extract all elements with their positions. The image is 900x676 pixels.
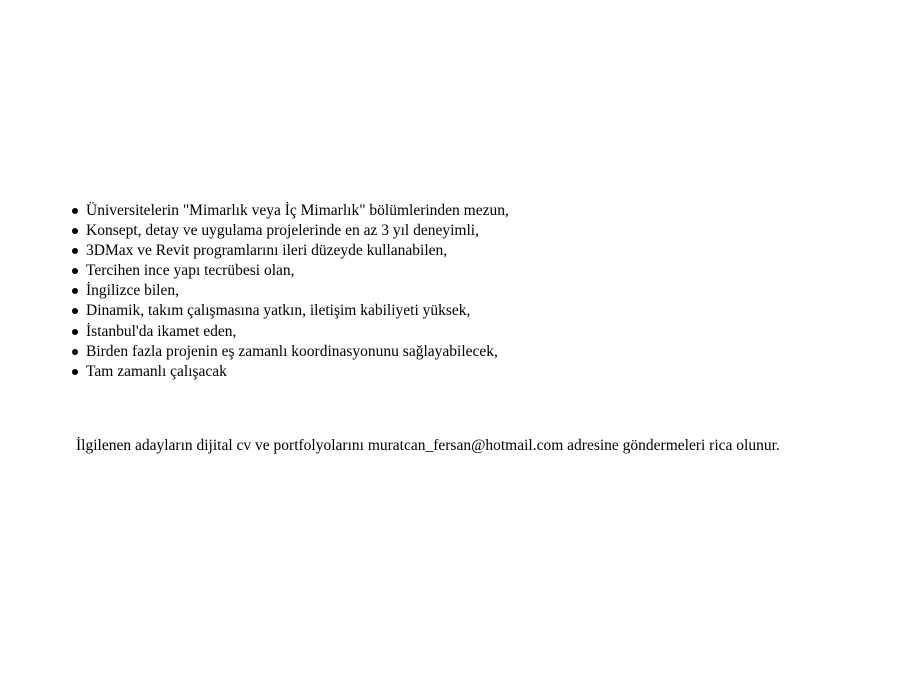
bullet-icon — [72, 208, 78, 214]
requirement-text: Konsept, detay ve uygulama projelerinde en az 3 yıl deneyimli, — [86, 222, 479, 240]
requirements-list — [70, 201, 509, 382]
requirement-item — [70, 322, 509, 342]
bullet-icon — [72, 308, 78, 314]
contact-note: İlgilenen adayların dijital cv ve portfolyolarını muratcan_fersan@hotmail.com adresine göndermeleri rica olunur. — [76, 437, 780, 454]
bullet-icon — [72, 349, 78, 355]
requirement-text: İngilizce bilen, — [86, 282, 179, 300]
requirement-item — [70, 201, 509, 221]
requirement-item — [70, 301, 509, 321]
bullet-icon — [72, 268, 78, 274]
requirement-text: İstanbul'da ikamet eden, — [86, 322, 237, 340]
requirement-text: Birden fazla projenin eş zamanlı koordinasyonunu sağlayabilecek, — [86, 342, 498, 360]
bullet-icon — [72, 228, 78, 234]
requirement-item — [70, 342, 509, 362]
bullet-icon — [72, 248, 78, 254]
requirement-text: 3DMax ve Revit programlarını ileri düzeyde kullanabilen, — [86, 242, 448, 260]
requirement-item — [70, 261, 509, 281]
requirement-item — [70, 221, 509, 241]
requirement-text: Üniversitelerin "Mimarlık veya İç Mimarlık" bölümlerinden mezun, — [86, 202, 509, 219]
bullet-icon — [72, 288, 78, 294]
requirement-item — [70, 241, 509, 261]
requirement-item — [70, 281, 509, 301]
requirement-text: Tam zamanlı çalışacak — [86, 362, 227, 380]
requirement-text: Dinamik, takım çalışmasına yatkın, iletişim kabiliyeti yüksek, — [86, 302, 471, 320]
bullet-icon — [72, 329, 78, 335]
requirement-item — [70, 362, 509, 382]
requirement-text: Tercihen ince yapı tecrübesi olan, — [86, 262, 295, 280]
bullet-icon — [72, 369, 78, 375]
